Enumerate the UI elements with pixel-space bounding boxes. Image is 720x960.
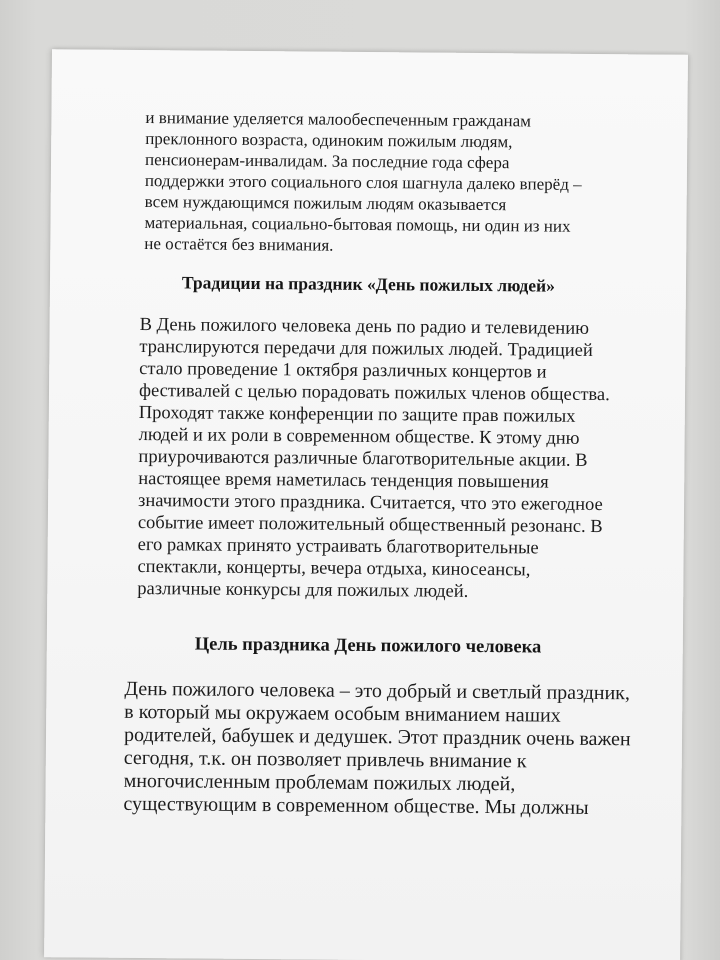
text-line: транслируются передачи для пожилых людей. Традицией <box>139 336 593 361</box>
text-line: спектакли, концерты, вечера отдыха, киносеансы, <box>137 556 531 581</box>
text-line: пенсионерам-инвалидам. За последние года сфера <box>144 150 510 173</box>
text-line: существующим в современном обществе. Мы должны <box>123 792 589 819</box>
text-line: событие имеет положительный общественный резонанс. В <box>137 512 603 538</box>
text-line: В День пожилого человека день по радио и телевидению <box>139 315 590 339</box>
text-line: его рамках принято устраивать благотворительные <box>137 534 539 559</box>
section-heading-traditions: Традиции на праздник «День пожилых людей» <box>181 272 555 296</box>
text-line: родителей, бабушек и дедушек. Этот праздник очень важен <box>123 723 631 751</box>
text-line: в который мы окружаем особым вниманием наших <box>124 700 561 727</box>
text-line: стало проведение 1 октября различных концертов и <box>139 358 547 383</box>
text-line: поддержки этого социального слоя шагнула далеко вперёд – <box>144 171 582 194</box>
text-line: преклонного возраста, одиноким пожилым людям, <box>145 129 513 152</box>
text-line: фестивалей с целью порадовать пожилых членов общества. <box>138 380 610 406</box>
text-line: приурочиваются различные благотворительные акции. В <box>138 446 588 471</box>
text-line: всем нуждающимся пожилым людям оказывается <box>144 192 507 215</box>
text-line: не остаётся без внимания. <box>144 234 334 255</box>
text-line: День пожилого человека – это добрый и светлый праздник, <box>124 677 631 705</box>
text-line: людей и их роли в современном обществе. К этому дню <box>138 424 580 449</box>
section-heading-purpose: Цель праздника День пожилого человека <box>194 634 542 658</box>
text-line: настоящее время наметилась тенденция повышения <box>138 468 549 493</box>
text-line: и внимание уделяется малообеспеченным гражданам <box>145 108 532 131</box>
text-line: значимости этого праздника. Считается, что это ежегодное <box>137 490 603 516</box>
text-line: различные конкурсы для пожилых людей. <box>137 578 469 602</box>
text-line: Проходят также конференции по защите прав пожилых <box>138 402 576 427</box>
text-line: материальная, социально-бытовая помощь, ни один из них <box>144 213 571 236</box>
paper-page <box>44 49 688 960</box>
text-line: многочисленным проблемам пожилых людей, <box>123 769 516 796</box>
intro-paragraph <box>52 49 688 255</box>
text-line: сегодня, т.к. он позволяет привлечь внимание к <box>123 746 527 773</box>
